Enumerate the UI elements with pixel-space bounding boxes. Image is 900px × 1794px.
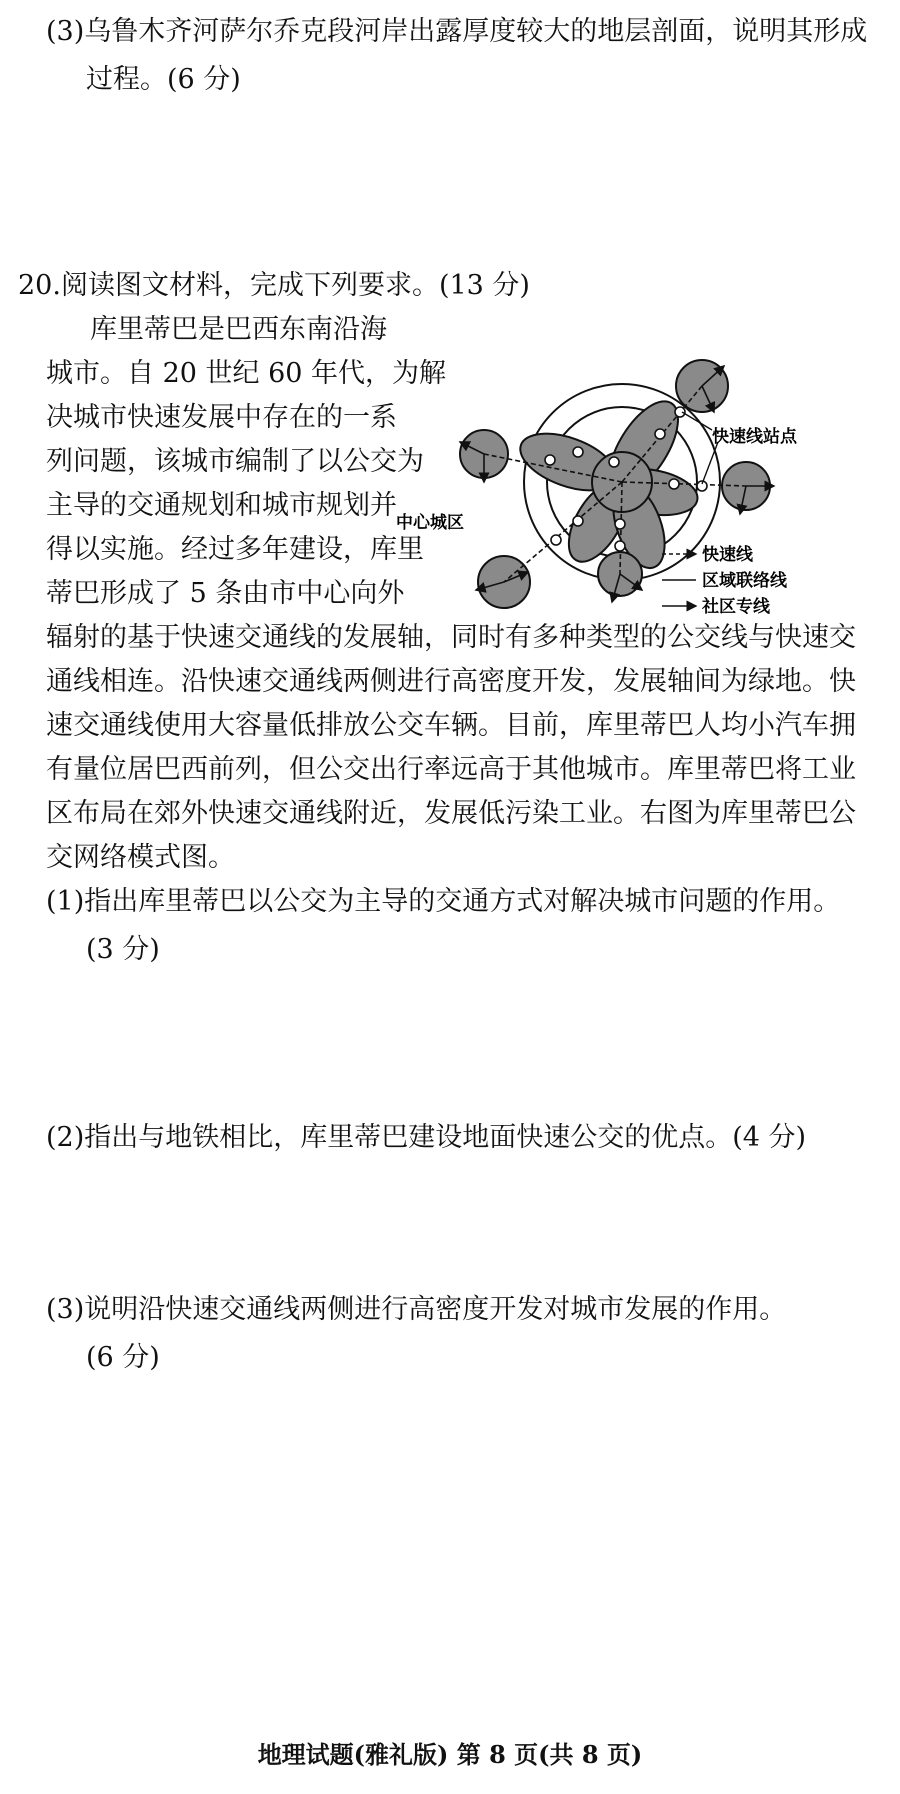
station [655, 429, 665, 439]
passage-line: 区布局在郊外快速交通线附近，发展低污染工业。右图为库里蒂巴公 [46, 798, 856, 829]
passage-line: 速交通线使用大容量低排放公交车辆。目前，库里蒂巴人均小汽车拥 [46, 710, 856, 741]
passage-line: 主导的交通规划和城市规划并 [46, 490, 397, 521]
q20-part1-line2: (3 分) [86, 934, 160, 965]
station [675, 407, 685, 417]
label-station: 快速线站点 [712, 427, 797, 447]
station [573, 447, 583, 457]
passage-line: 通线相连。沿快速交通线两侧进行高密度开发，发展轴间为绿地。快 [46, 666, 856, 697]
q20-part1-line1: (1)指出库里蒂巴以公交为主导的交通方式对解决城市问题的作用。 [46, 886, 841, 917]
passage-line: 列问题，该城市编制了以公交为 [46, 446, 424, 477]
q20-header: 20.阅读图文材料，完成下列要求。(13 分) [18, 270, 530, 301]
station [573, 516, 583, 526]
passage-line: 辐射的基于快速交通线的发展轴，同时有多种类型的公交线与快速交 [46, 622, 856, 653]
passage-line: 得以实施。经过多年建设，库里 [46, 534, 424, 565]
station [609, 457, 619, 467]
station [669, 479, 679, 489]
passage-line: 城市。自 20 世纪 60 年代，为解 [46, 358, 447, 389]
passage-line: 决城市快速发展中存在的一系 [46, 402, 397, 433]
q20-part3-line1: (3)说明沿快速交通线两侧进行高密度开发对城市发展的作用。 [46, 1294, 787, 1325]
station [551, 535, 561, 545]
label-center: 中心城区 [396, 513, 464, 533]
passage-line: 有量位居巴西前列，但公交出行率远高于其他城市。库里蒂巴将工业 [46, 754, 856, 785]
q20-part3-line2: (6 分) [86, 1342, 160, 1373]
passage-line: 库里蒂巴是巴西东南沿海 [90, 314, 387, 345]
q19-part3-line2: 过程。(6 分) [86, 64, 241, 95]
passage-line: 蒂巴形成了 5 条由市中心向外 [46, 578, 405, 609]
legend-regional: 区域联络线 [702, 571, 787, 591]
q19-part3-line1: (3)乌鲁木齐河萨尔乔克段河岸出露厚度较大的地层剖面，说明其形成 [46, 16, 868, 47]
q20-part2: (2)指出与地铁相比，库里蒂巴建设地面快速公交的优点。(4 分) [46, 1122, 807, 1153]
passage-line: 交网络模式图。 [46, 842, 235, 873]
legend-community: 社区专线 [702, 597, 770, 617]
page-footer: 地理试题(雅礼版) 第 8 页(共 8 页) [257, 1740, 643, 1769]
legend-express: 快速线 [702, 545, 753, 565]
bus-network-svg [396, 346, 844, 646]
bus-network-diagram [396, 346, 844, 646]
station [615, 541, 625, 551]
station [545, 455, 555, 465]
station [615, 519, 625, 529]
